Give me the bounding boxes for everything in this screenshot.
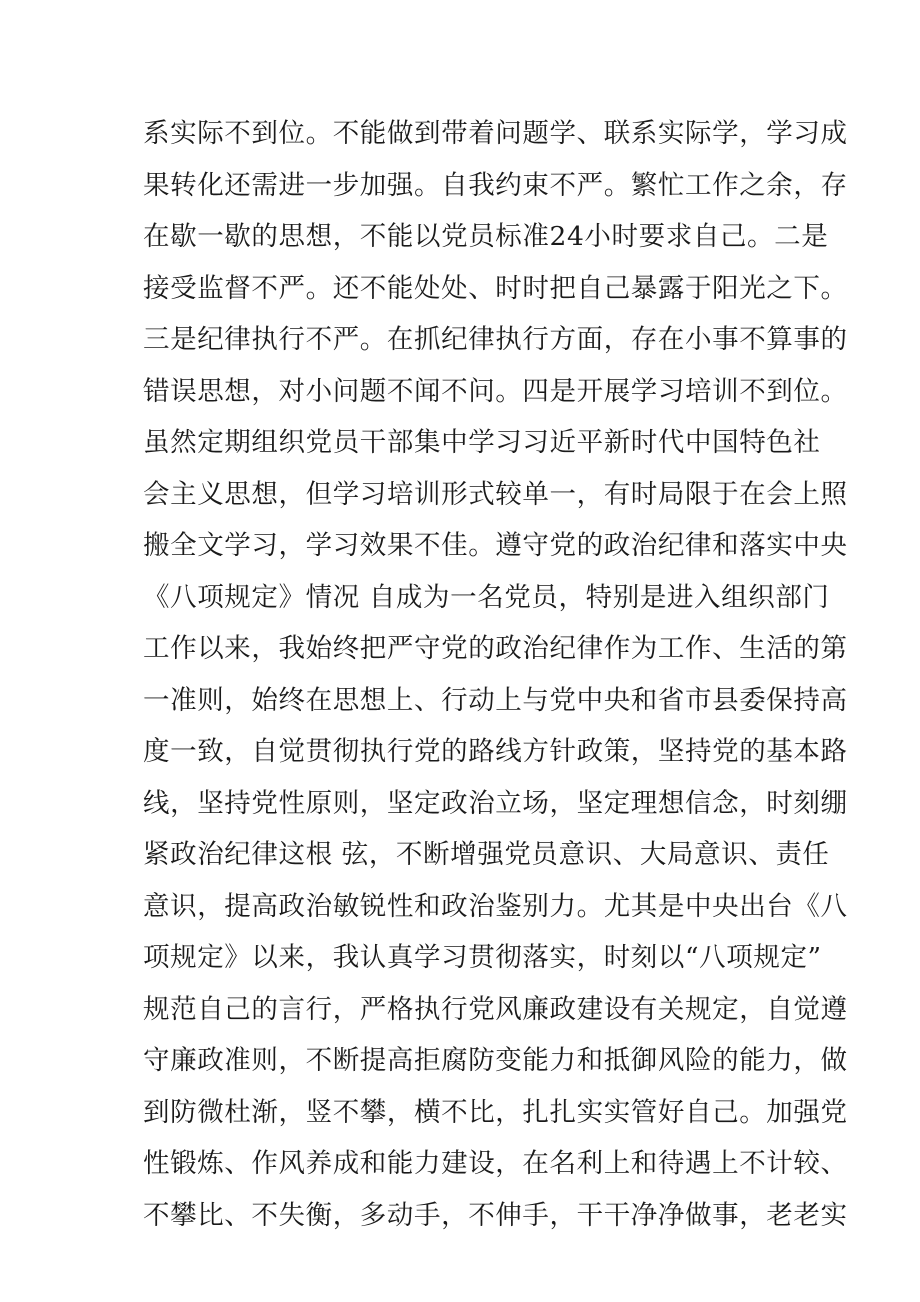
text-line: 不攀比、不失衡，多动手，不伸手，干干净净做事，老老实 [143,1199,848,1231]
text-line: 《八项规定》情况 自成为一名党员，特别是进入组织部门 [143,581,830,613]
text-line: 果转化还需进一步加强。自我约束不严。繁忙工作之余，存 [143,169,848,201]
body-text [143,108,848,1241]
text-line: 到防微杜渐，竖不攀，横不比，扎扎实实管好自己。加强党 [143,1096,848,1128]
text-line: 度一致，自觉贯彻执行党的路线方针政策，坚持党的基本路 [143,736,848,767]
text-line: 紧政治纪律这根 弦，不断增强党员意识、大局意识、责任 [143,839,830,870]
text-line: 错误思想，对小问题不闻不问。四是开展学习培训不到位。 [143,375,848,407]
text-line: 会主义思想，但学习培训形式较单一，有时局限于在会上照 [143,478,848,510]
text-line: 项规定》以来，我认真学习贯彻落实，时刻以“八项规定” [143,942,822,973]
text-line: 三是纪律执行不严。在抓纪律执行方面，存在小事不算事的 [143,324,848,355]
text-line: 接受监督不严。还不能处处、时时把自己暴露于阳光之下。 [143,272,848,304]
text-line: 工作以来，我始终把严守党的政治纪律作为工作、生活的第 [143,633,848,664]
text-line: 搬全文学习，学习效果不佳。遵守党的政治纪律和落实中央 [143,530,848,561]
text-line: 线，坚持党性原则，坚定政治立场，坚定理想信念，时刻绷 [143,787,848,819]
text-line: 一准则，始终在思想上、行动上与党中央和省市县委保持高 [143,684,848,716]
text-line: 规范自己的言行，严格执行党风廉政建设有关规定，自觉遵 [143,993,848,1025]
text-line: 意识，提高政治敏锐性和政治鉴别力。尤其是中央出台《八 [143,890,848,922]
text-line: 系实际不到位。不能做到带着问题学、联系实际学，学习成 [143,118,848,149]
text-line: 守廉政准则，不断提高拒腐防变能力和抵御风险的能力，做 [143,1045,848,1076]
text-line: 在歇一歇的思想，不能以党员标准24小时要求自己。二是 [143,221,829,252]
text-line: 性锻炼、作风养成和能力建设，在名利上和待遇上不计较、 [143,1148,848,1179]
text-line: 虽然定期组织党员干部集中学习习近平新时代中国特色社 [143,427,821,458]
